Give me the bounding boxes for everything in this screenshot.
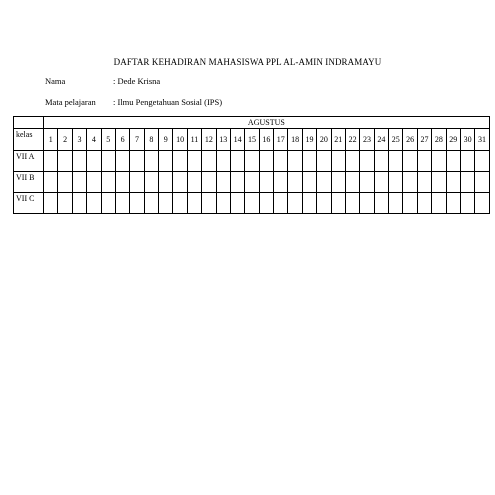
attendance-cell <box>317 193 331 214</box>
attendance-cell <box>159 172 173 193</box>
attendance-cell <box>72 172 86 193</box>
day-header-23: 23 <box>360 129 374 151</box>
attendance-cell <box>288 193 302 214</box>
attendance-cell <box>460 193 474 214</box>
day-header-15: 15 <box>245 129 259 151</box>
day-header-row <box>14 129 490 151</box>
attendance-cell <box>259 172 273 193</box>
attendance-cell <box>417 193 431 214</box>
attendance-cell <box>331 151 345 172</box>
day-header-29: 29 <box>446 129 460 151</box>
nama-value: : Dede Krisna <box>113 76 161 86</box>
attendance-cell <box>360 151 374 172</box>
day-header-11: 11 <box>187 129 201 151</box>
attendance-cell <box>115 151 129 172</box>
document-title: DAFTAR KEHADIRAN MAHASISWA PPL AL-AMIN INDRAMAYU <box>113 57 382 67</box>
day-header-27: 27 <box>417 129 431 151</box>
table-row <box>14 193 490 214</box>
attendance-cell <box>360 172 374 193</box>
attendance-cell <box>101 193 115 214</box>
attendance-cell <box>130 151 144 172</box>
attendance-cell <box>288 172 302 193</box>
table-row <box>14 151 490 172</box>
attendance-cell <box>87 193 101 214</box>
day-header-3: 3 <box>72 129 86 151</box>
attendance-cell <box>173 193 187 214</box>
day-header-20: 20 <box>317 129 331 151</box>
attendance-cell <box>130 172 144 193</box>
day-header-7: 7 <box>130 129 144 151</box>
attendance-cell <box>475 193 490 214</box>
attendance-cell <box>389 172 403 193</box>
attendance-cell <box>115 172 129 193</box>
day-header-30: 30 <box>460 129 474 151</box>
day-header-9: 9 <box>159 129 173 151</box>
attendance-cell <box>432 151 446 172</box>
class-label: VII B <box>14 172 44 193</box>
class-label: VII C <box>14 193 44 214</box>
mapel-label: Mata pelajaran <box>45 97 96 107</box>
day-header-24: 24 <box>374 129 388 151</box>
mapel-value: : Ilmu Pengetahuan Sosial (IPS) <box>113 97 223 107</box>
day-header-5: 5 <box>101 129 115 151</box>
attendance-cell <box>403 151 417 172</box>
attendance-cell <box>446 193 460 214</box>
day-header-25: 25 <box>389 129 403 151</box>
attendance-cell <box>202 172 216 193</box>
attendance-cell <box>101 151 115 172</box>
day-header-2: 2 <box>58 129 72 151</box>
attendance-cell <box>475 172 490 193</box>
attendance-cell <box>58 172 72 193</box>
attendance-cell <box>259 151 273 172</box>
attendance-cell <box>460 172 474 193</box>
class-rows <box>14 151 490 214</box>
day-header-31: 31 <box>475 129 490 151</box>
attendance-cell <box>274 193 288 214</box>
attendance-cell <box>202 151 216 172</box>
attendance-cell <box>374 151 388 172</box>
attendance-cell <box>446 151 460 172</box>
attendance-cell <box>44 193 58 214</box>
attendance-cell <box>389 151 403 172</box>
day-header-10: 10 <box>173 129 187 151</box>
day-header-13: 13 <box>216 129 230 151</box>
attendance-cell <box>101 172 115 193</box>
month-corner-blank <box>14 117 44 129</box>
attendance-cell <box>202 193 216 214</box>
attendance-cell <box>187 193 201 214</box>
attendance-cell <box>58 193 72 214</box>
attendance-cell <box>302 151 316 172</box>
attendance-cell <box>144 172 158 193</box>
attendance-cell <box>446 172 460 193</box>
attendance-cell <box>274 172 288 193</box>
attendance-cell <box>288 151 302 172</box>
attendance-cell <box>345 193 359 214</box>
attendance-cell <box>274 151 288 172</box>
day-header-6: 6 <box>115 129 129 151</box>
month-header: AGUSTUS <box>44 117 490 129</box>
attendance-cell <box>115 193 129 214</box>
table-row <box>14 172 490 193</box>
attendance-cell <box>417 151 431 172</box>
attendance-cell <box>216 172 230 193</box>
attendance-cell <box>72 193 86 214</box>
attendance-cell <box>245 172 259 193</box>
attendance-cell <box>317 151 331 172</box>
class-label: VII A <box>14 151 44 172</box>
nama-label: Nama <box>45 76 66 86</box>
attendance-cell <box>331 172 345 193</box>
attendance-cell <box>432 193 446 214</box>
attendance-cell <box>345 151 359 172</box>
attendance-cell <box>475 151 490 172</box>
attendance-cell <box>230 193 244 214</box>
attendance-cell <box>403 193 417 214</box>
attendance-cell <box>374 193 388 214</box>
attendance-cell <box>216 151 230 172</box>
day-header-8: 8 <box>144 129 158 151</box>
attendance-cell <box>432 172 446 193</box>
day-header-1: 1 <box>44 129 58 151</box>
attendance-cell <box>144 151 158 172</box>
attendance-cell <box>187 151 201 172</box>
day-header-26: 26 <box>403 129 417 151</box>
month-row <box>14 117 490 129</box>
attendance-cell <box>345 172 359 193</box>
attendance-cell <box>159 151 173 172</box>
attendance-cell <box>173 151 187 172</box>
attendance-cell <box>403 172 417 193</box>
attendance-cell <box>460 151 474 172</box>
attendance-cell <box>159 193 173 214</box>
day-header-4: 4 <box>87 129 101 151</box>
attendance-cell <box>360 193 374 214</box>
day-header-21: 21 <box>331 129 345 151</box>
attendance-cell <box>245 193 259 214</box>
attendance-cell <box>44 172 58 193</box>
attendance-cell <box>317 172 331 193</box>
day-header-19: 19 <box>302 129 316 151</box>
day-header-16: 16 <box>259 129 273 151</box>
attendance-cell <box>44 151 58 172</box>
attendance-cell <box>72 151 86 172</box>
day-header-17: 17 <box>274 129 288 151</box>
attendance-cell <box>331 193 345 214</box>
kelas-header: kelas <box>14 129 44 151</box>
day-header-28: 28 <box>432 129 446 151</box>
attendance-cell <box>389 193 403 214</box>
attendance-cell <box>259 193 273 214</box>
day-header-18: 18 <box>288 129 302 151</box>
attendance-cell <box>230 151 244 172</box>
attendance-table <box>13 116 490 214</box>
attendance-cell <box>87 151 101 172</box>
attendance-cell <box>302 193 316 214</box>
attendance-cell <box>417 172 431 193</box>
attendance-cell <box>87 172 101 193</box>
attendance-cell <box>187 172 201 193</box>
attendance-cell <box>130 193 144 214</box>
day-header-14: 14 <box>230 129 244 151</box>
attendance-cell <box>216 193 230 214</box>
attendance-cell <box>302 172 316 193</box>
attendance-cell <box>245 151 259 172</box>
attendance-cell <box>374 172 388 193</box>
attendance-cell <box>58 151 72 172</box>
attendance-cell <box>230 172 244 193</box>
day-header-12: 12 <box>202 129 216 151</box>
attendance-cell <box>173 172 187 193</box>
attendance-cell <box>144 193 158 214</box>
day-header-22: 22 <box>345 129 359 151</box>
